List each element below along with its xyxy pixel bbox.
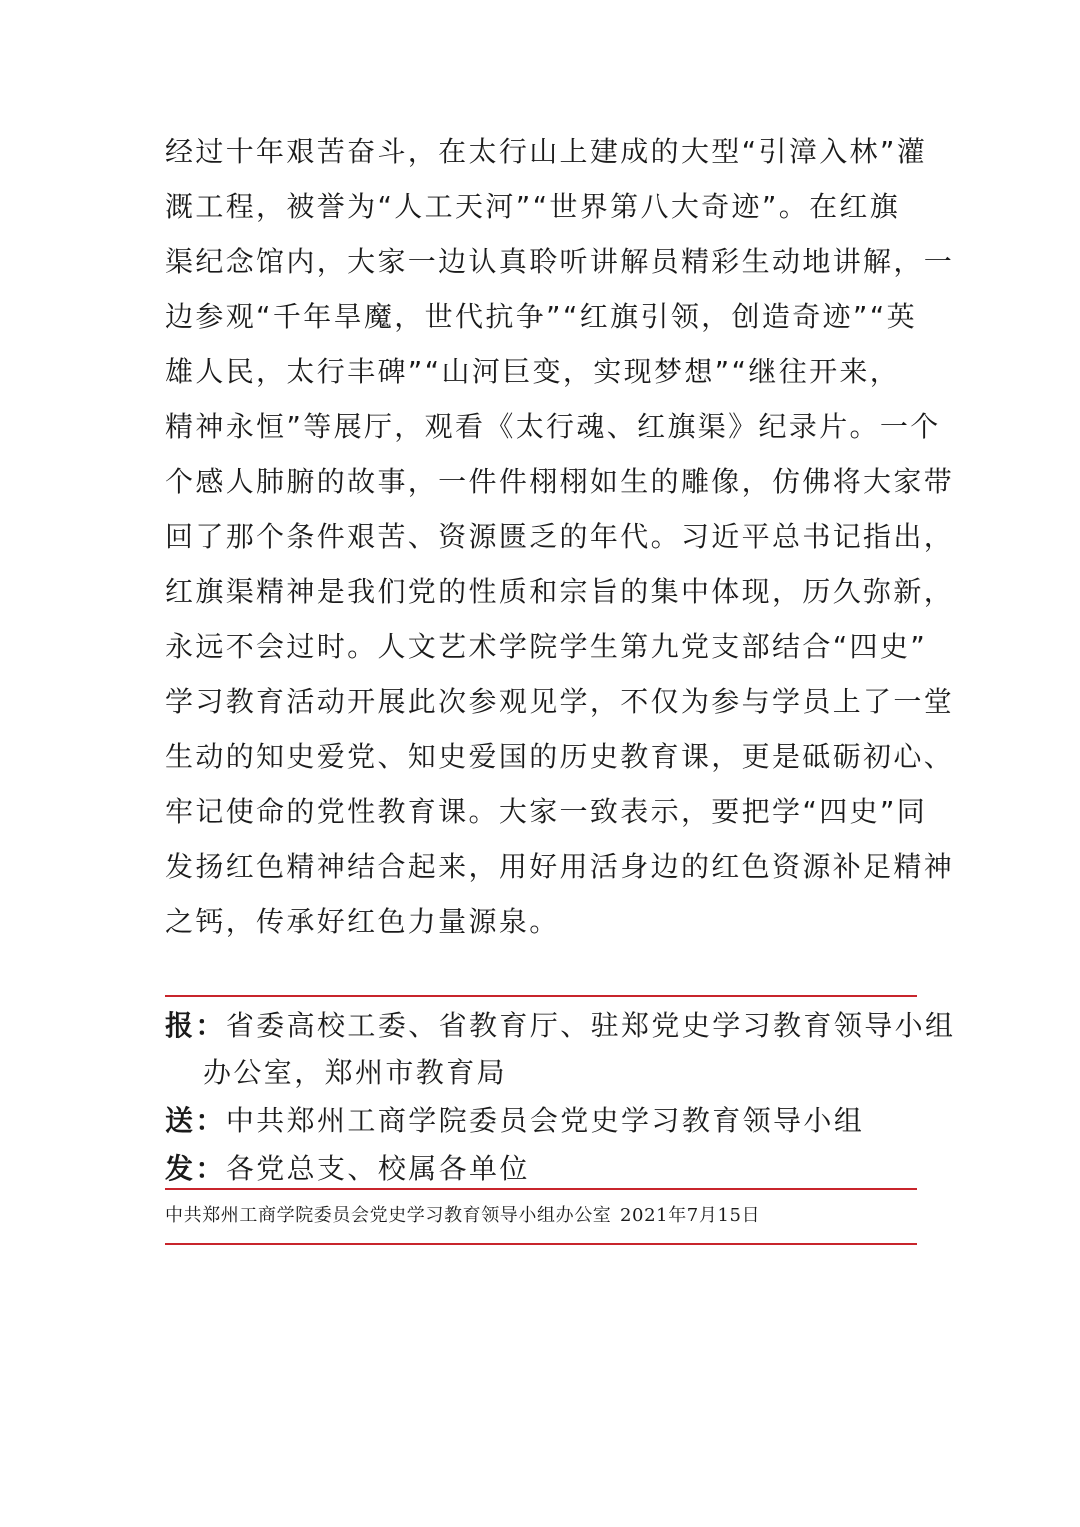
issue-date: 2021年7月15日 <box>620 1205 761 1226</box>
body-line: 经过十年艰苦奋斗，在太行山上建成的大型“引漳入林”灌 <box>165 135 928 168</box>
body-line: 渠纪念馆内，大家一边认真聆听讲解员精彩生动地讲解，一 <box>165 245 955 278</box>
body-line: 牢记使命的党性教育课。大家一致表示，要把学“四史”同 <box>165 795 928 828</box>
body-line: 回了那个条件艰苦、资源匮乏的年代。习近平总书记指出， <box>165 520 955 553</box>
report-recipients-continued: 办公室，郑州市教育局 <box>203 1056 508 1089</box>
send-recipients: 中共郑州工商学院委员会党史学习教育领导小组 <box>225 1104 865 1137</box>
issuer-name: 中共郑州工商学院委员会党史学习教育领导小组办公室 <box>165 1205 612 1226</box>
distribution-send-row <box>165 1098 925 1143</box>
body-line: 溉工程，被誉为“人工天河”“世界第八大奇迹”。在红旗 <box>165 190 901 223</box>
distribution-report-row-continued <box>203 1050 963 1095</box>
body-line: 之钙，传承好红色力量源泉。 <box>165 905 560 938</box>
body-line: 红旗渠精神是我们党的性质和宗旨的集中体现，历久弥新， <box>165 575 955 608</box>
distribution-issue-row <box>165 1146 925 1191</box>
bottom-divider-rule <box>165 1243 917 1245</box>
top-divider-rule <box>165 995 917 997</box>
body-text <box>165 124 955 949</box>
report-recipients: 省委高校工委、省教育厅、驻郑党史学习教育领导小组 <box>225 1009 956 1042</box>
middle-divider-rule <box>165 1188 917 1190</box>
body-line: 发扬红色精神结合起来，用好用活身边的红色资源补足精神 <box>165 850 955 883</box>
distribution-report-row <box>165 1003 956 1048</box>
body-line: 精神永恒”等展厅，观看《太行魂、红旗渠》纪录片。一个 <box>165 410 941 443</box>
body-line: 雄人民，太行丰碑”“山河巨变，实现梦想”“继往开来， <box>165 355 901 388</box>
issue-label: 发： <box>165 1152 226 1185</box>
footer-issuer-line <box>165 1200 917 1232</box>
body-line: 永远不会过时。人文艺术学院学生第九党支部结合“四史” <box>165 630 928 663</box>
issue-recipients: 各党总支、校属各单位 <box>225 1152 530 1185</box>
body-line: 生动的知史爱党、知史爱国的历史教育课，更是砥砺初心、 <box>165 740 955 773</box>
report-label: 报： <box>165 1009 226 1042</box>
send-label: 送： <box>165 1104 226 1137</box>
body-line: 边参观“千年旱魔，世代抗争”“红旗引领，创造奇迹”“英 <box>165 300 917 333</box>
body-line: 个感人肺腑的故事，一件件栩栩如生的雕像，仿佛将大家带 <box>165 465 955 498</box>
body-line: 学习教育活动开展此次参观见学，不仅为参与学员上了一堂 <box>165 685 955 718</box>
